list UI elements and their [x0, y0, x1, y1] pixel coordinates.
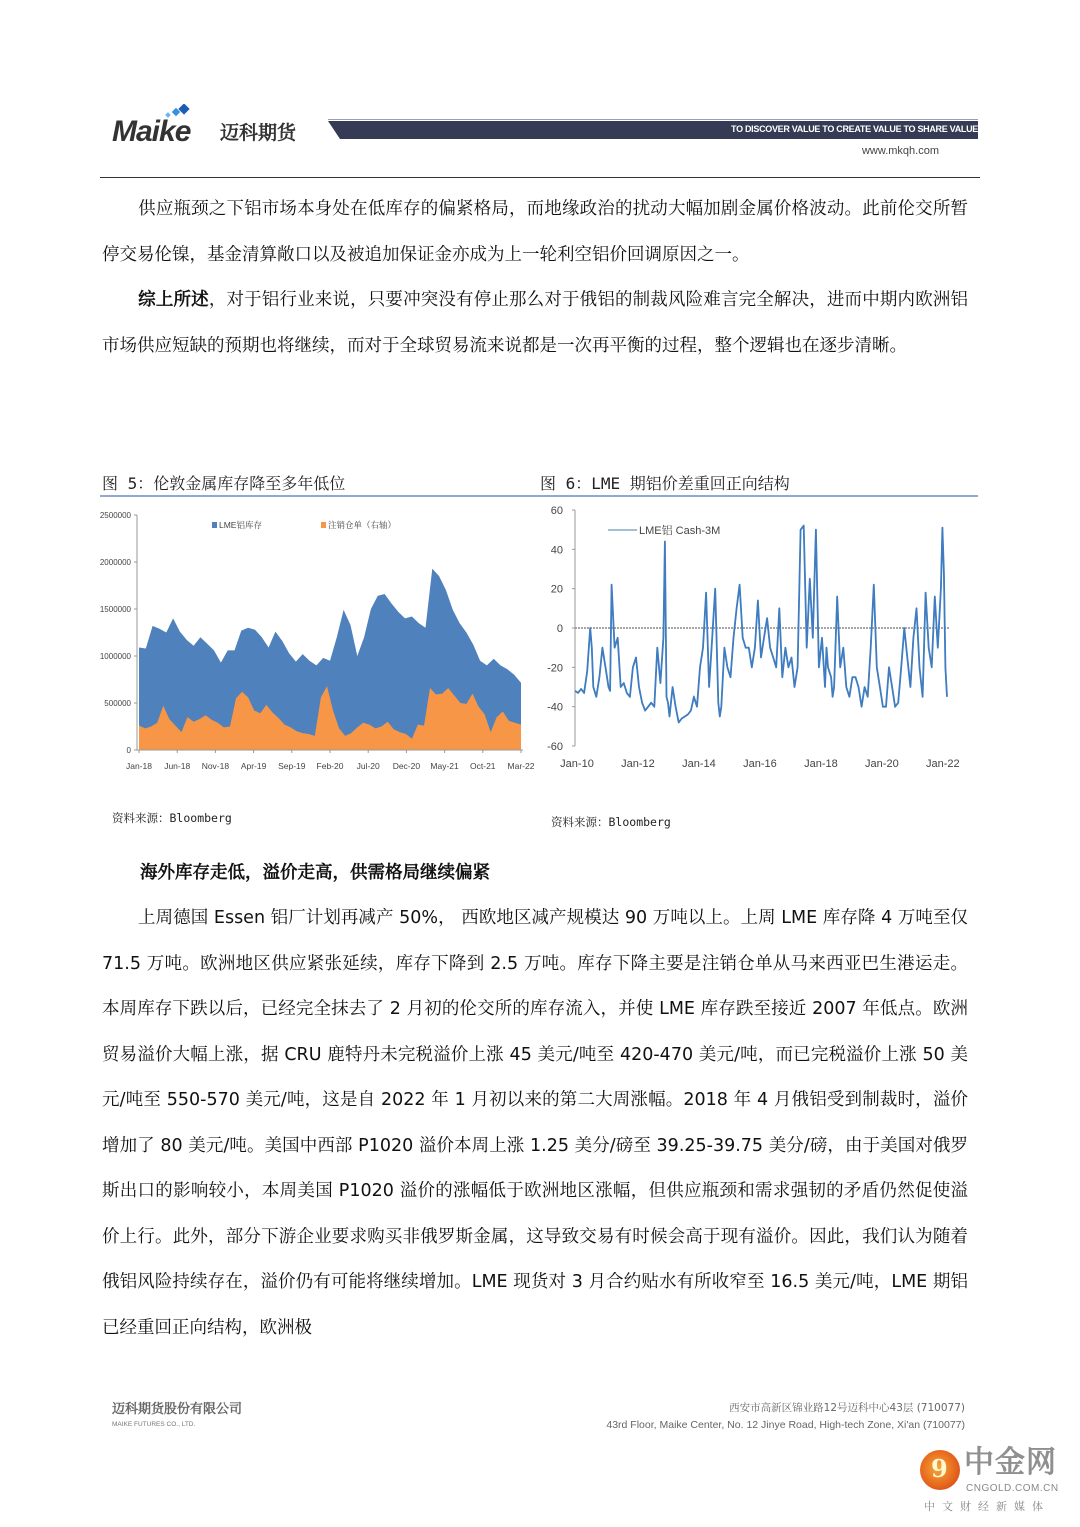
footer-address-cn: 西安市高新区锦业路12号迈科中心43层 (710077) — [729, 1402, 965, 1414]
figure-5-source: 资料来源：Bloomberg — [112, 811, 232, 825]
x-tick-label: Jan-12 — [621, 758, 655, 770]
y-tick-label: 2000000 — [99, 558, 131, 567]
y-tick-label: -40 — [547, 701, 563, 714]
x-tick-label: Jan-18 — [804, 758, 838, 770]
figure-6-chart — [535, 500, 980, 775]
paragraph-2-lead: 综上所述 — [138, 290, 209, 310]
brand-name: Maike — [112, 115, 191, 148]
y-tick-label: 0 — [556, 623, 563, 635]
legend-swatch-cancelled-warrants — [321, 522, 326, 528]
footer-company-cn: 迈科期货股份有限公司 — [112, 1402, 243, 1417]
figure-5-rule — [100, 495, 540, 497]
x-tick-label: Jul-20 — [356, 761, 380, 771]
y-tick-label: 20 — [550, 583, 563, 596]
legend-label-lme-cash-3m: LME铝 Cash-3M — [639, 525, 721, 537]
banner-rule — [328, 119, 978, 120]
x-tick-label: Oct-21 — [470, 761, 496, 771]
chart-legend — [608, 524, 720, 537]
y-tick-label: 1500000 — [99, 605, 131, 614]
figure-6-rule — [538, 495, 978, 497]
x-tick-label: Sep-19 — [278, 761, 306, 771]
website-link[interactable]: www.mkqh.com — [861, 145, 939, 157]
watermark-tagline: 中文财经新媒体 — [924, 1500, 1050, 1513]
figure-5-chart — [95, 500, 540, 785]
cngold-logo-icon: 9 — [920, 1450, 960, 1490]
figure-6-title: 图 6：LME 期铝价差重回正向结构 — [540, 474, 790, 493]
y-tick-label: 40 — [550, 544, 563, 557]
paragraph-1-text: 供应瓶颈之下铝市场本身处在低库存的偏紧格局，而地缘政治的扰动大幅加剧金属价格波动。此前伦交所暂停交易伦镍，基金清算敞口以及被追加保证金亦成为上一轮利空铝价回调原因之一。 — [102, 199, 968, 265]
slogan: TO DISCOVER VALUE TO CREATE VALUE TO SHARE VALUE — [731, 124, 978, 134]
paragraph-2 — [102, 278, 968, 369]
y-tick-label: 2500000 — [99, 511, 131, 520]
legend-label-lme-inventory: LME铝库存 — [219, 520, 262, 530]
y-tick-label: 500000 — [104, 699, 131, 708]
watermark-name: 中金网 — [964, 1445, 1057, 1480]
x-tick-label: Jun-18 — [164, 761, 191, 771]
x-tick-label: Jan-22 — [926, 758, 960, 770]
paragraph-1 — [102, 187, 968, 278]
legend-label-cancelled-warrants: 注销仓单（右轴） — [328, 520, 397, 530]
y-tick-label: 60 — [550, 505, 563, 517]
footer-address-en: 43rd Floor, Maike Center, No. 12 Jinye Road, High-tech Zone, Xi'an (710077) — [606, 1419, 965, 1431]
x-tick-label: Feb-20 — [316, 761, 344, 771]
section-heading: 海外库存走低，溢价走高，供需格局继续偏紧 — [140, 863, 490, 883]
x-tick-label: Jan-16 — [743, 758, 777, 770]
y-tick-label: -60 — [547, 741, 563, 753]
cngold-watermark — [920, 1446, 1078, 1524]
company-logo — [112, 104, 312, 148]
x-tick-label: Apr-19 — [240, 761, 267, 771]
section-paragraph-text: 上周德国 Essen 铝厂计划再减产 50%， 西欧地区减产规模达 90 万吨以上。上周 LME 库存降 4 万吨至仅 71.5 万吨。欧洲地区供应紧张延续，库存下降到 2.5 万吨。库存下降主要是注销仓单从马来西亚巴生港运走。本周库存下跌以后，已经完全抹去了 2 月初的伦交所的库存流入，并使 LME 库存跌至接近 2007 年低点。欧洲贸易溢价大幅上涨，据 CRU 鹿特丹未完税溢价上涨 45 美元/吨至 420-470 美元/吨，而已完税溢价上涨 50 美元/吨至 550-570 美元/吨，这是自 2022 年 1 月初以来的第二大周涨幅。2018 年 4 月俄铝受到制裁时，溢价增加了 80 美元/吨。美国中西部 P1020 溢价本周上涨 1.25 美分/磅至 39.25-39.75 美分/磅，由于美国对俄罗斯出口的影响较小，本周美国 P1020 溢价的涨幅低于欧洲地区涨幅，但供应瓶颈和需求强韧的矛盾仍然促使溢价上行。此外，部分下游企业要求购买非俄罗斯金属，这导致交易有时候会高于现有溢价。因此，我们认为随着俄铝风险持续存在，溢价仍有可能将继续增加。LME 现货对 3 月合约贴水有所收窄至 16.5 美元/吨，LME 期铝已经重回正向结构，欧洲极 — [102, 908, 968, 1338]
x-tick-label: Jan-10 — [560, 758, 594, 770]
y-tick-label: -20 — [547, 662, 563, 675]
figure-6-source: 资料来源：Bloomberg — [551, 815, 671, 829]
x-tick-label: Dec-20 — [392, 761, 421, 771]
brand-name-cn: 迈科期货 — [220, 122, 297, 144]
x-tick-label: Jan-20 — [865, 758, 899, 770]
y-tick-label: 0 — [126, 746, 131, 755]
legend-swatch-lme-inventory — [212, 522, 217, 528]
y-tick-label: 1000000 — [99, 652, 131, 661]
section-paragraph — [102, 896, 968, 1351]
x-tick-label: Jan-18 — [126, 761, 152, 771]
header-divider — [100, 177, 980, 178]
x-tick-label: Nov-18 — [201, 761, 230, 771]
x-tick-label: Jan-14 — [682, 758, 716, 770]
paragraph-2-text: ，对于铝行业来说，只要冲突没有停止那么对于俄铝的制裁风险难言完全解决，进而中期内欧洲铝市场供应短缺的预期也将继续，而对于全球贸易流来说都是一次再平衡的过程，整个逻辑也在逐步清晰。 — [102, 290, 969, 356]
figure-5-title: 图 5：伦敦金属库存降至多年低位 — [102, 474, 346, 493]
x-tick-label: Mar-22 — [507, 761, 535, 771]
footer-company-en: MAIKE FUTURES CO., LTD. — [112, 1421, 196, 1428]
x-tick-label: May-21 — [430, 761, 459, 771]
series-line-lme-cash-3m — [575, 526, 947, 723]
chart-legend — [212, 520, 396, 530]
watermark-domain: CNGOLD.COM.CN — [966, 1483, 1059, 1494]
